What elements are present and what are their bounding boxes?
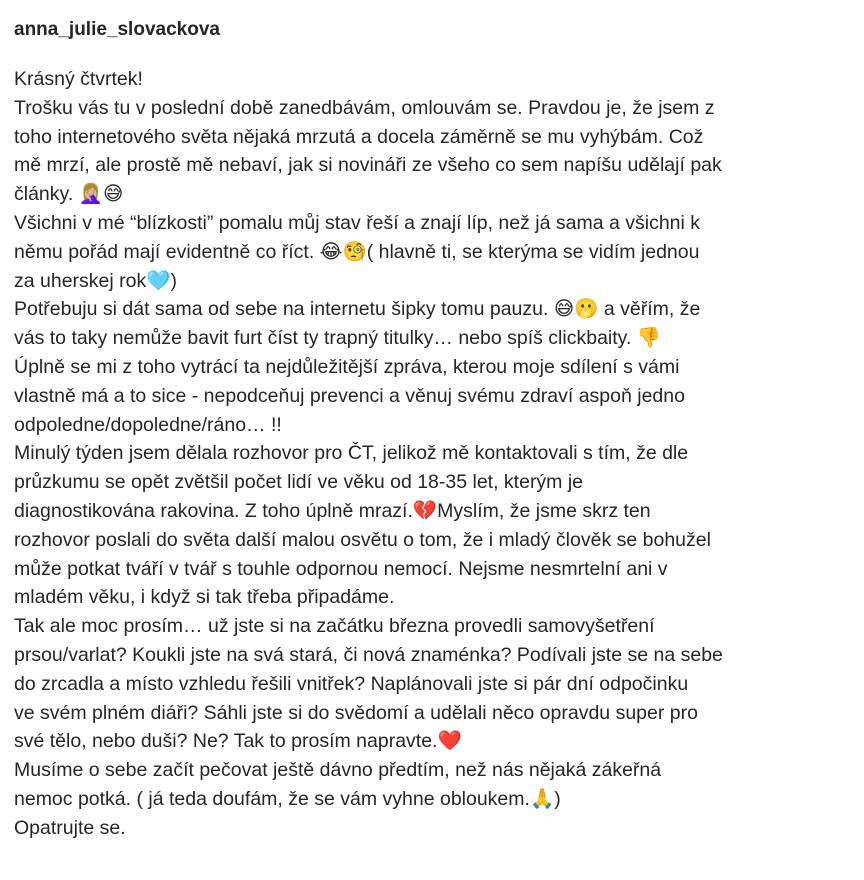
- caption-line: Minulý týden jsem dělala rozhovor pro ČT, jelikož mě kontaktovali s tím, že dle: [14, 442, 689, 465]
- caption-line: za uherskej rok🩵): [14, 269, 177, 292]
- caption-line: Trošku vás tu v poslední době zanedbávám, omlouvám se. Pravdou je, že jsem z: [14, 96, 715, 119]
- caption-line: Tak ale moc prosím… už jste si na začátku března provedli samovyšetření: [14, 615, 655, 638]
- caption-line: diagnostikována rakovina. Z toho úplně mrazí.💔Myslím, že jsme skrz ten: [14, 499, 651, 522]
- username-link[interactable]: anna_julie_slovackova: [14, 19, 220, 40]
- caption-line: své tělo, nebo duši? Ne? Tak to prosím napravte.❤️: [14, 730, 462, 753]
- caption-line: nemoc potká. ( já teda doufám, že se vám vyhne obloukem.🙏): [14, 787, 561, 810]
- caption-line: rozhovor poslali do světa další malou osvětu o tom, že i mladý člověk se bohužel: [14, 528, 711, 551]
- caption-line: Musíme o sebe začít pečovat ještě dávno předtím, než nás nějaká zákeřná: [14, 759, 662, 782]
- caption-line: toho internetového světa nějaká mrzutá a docela záměrně se mu vyhýbám. Což: [14, 125, 704, 148]
- caption-line: Úplně se mi z toho vytrácí ta nejdůležitější zpráva, kterou moje sdílení s vámi: [14, 355, 680, 378]
- caption-text: [14, 65, 844, 843]
- caption-line: vás to taky nemůže bavit furt číst ty trapný titulky… nebo spíš clickbaity. 👎: [14, 327, 662, 350]
- caption-line: mě mrzí, ale prostě mě nebaví, jak si novináři ze všeho co sem napíšu udělají pak: [14, 154, 722, 177]
- caption-line: průzkumu se opět zvětšil počet lidí ve věku od 18-35 let, kterým je: [14, 471, 584, 494]
- caption-line: Opatrujte se.: [14, 816, 126, 839]
- caption-line: články. 🤦🏼‍♀️😅: [14, 183, 124, 206]
- caption-line: prsou/varlat? Koukli jste na svá stará, či nová znaménka? Podívali jste se na sebe: [14, 643, 723, 666]
- caption-line: vlastně má a to sice - nepodceňuj prevenci a věnuj svému zdraví aspoň jedno: [14, 384, 685, 407]
- caption-line: Krásný čtvrtek!: [14, 68, 143, 90]
- caption-line: mladém věku, i když si tak třeba připadáme.: [14, 586, 395, 609]
- caption-line: může potkat tváří v tvář s touhle odpornou nemocí. Nejsme nesmrtelní ani v: [14, 557, 668, 580]
- caption-line: Potřebuju si dát sama od sebe na internetu šipky tomu pauzu. 😅🫢 a věřím, že: [14, 298, 701, 321]
- caption-line: němu pořád mají evidentně co říct. 😂🧐( hlavně ti, se kterýma se vidím jednou: [14, 240, 700, 263]
- caption-line: odpoledne/dopoledne/ráno… !!: [14, 413, 282, 436]
- caption-line: do zrcadla a místo vzhledu řešili vnitřek? Naplánovali jste si pár dní odpočinku: [14, 672, 689, 695]
- caption-line: ve svém plném diáři? Sáhli jste si do svědomí a udělali něco opravdu super pro: [14, 701, 698, 724]
- caption-line: Všichni v mé “blízkosti” pomalu můj stav řeší a znají líp, než já sama a všichni k: [14, 211, 701, 234]
